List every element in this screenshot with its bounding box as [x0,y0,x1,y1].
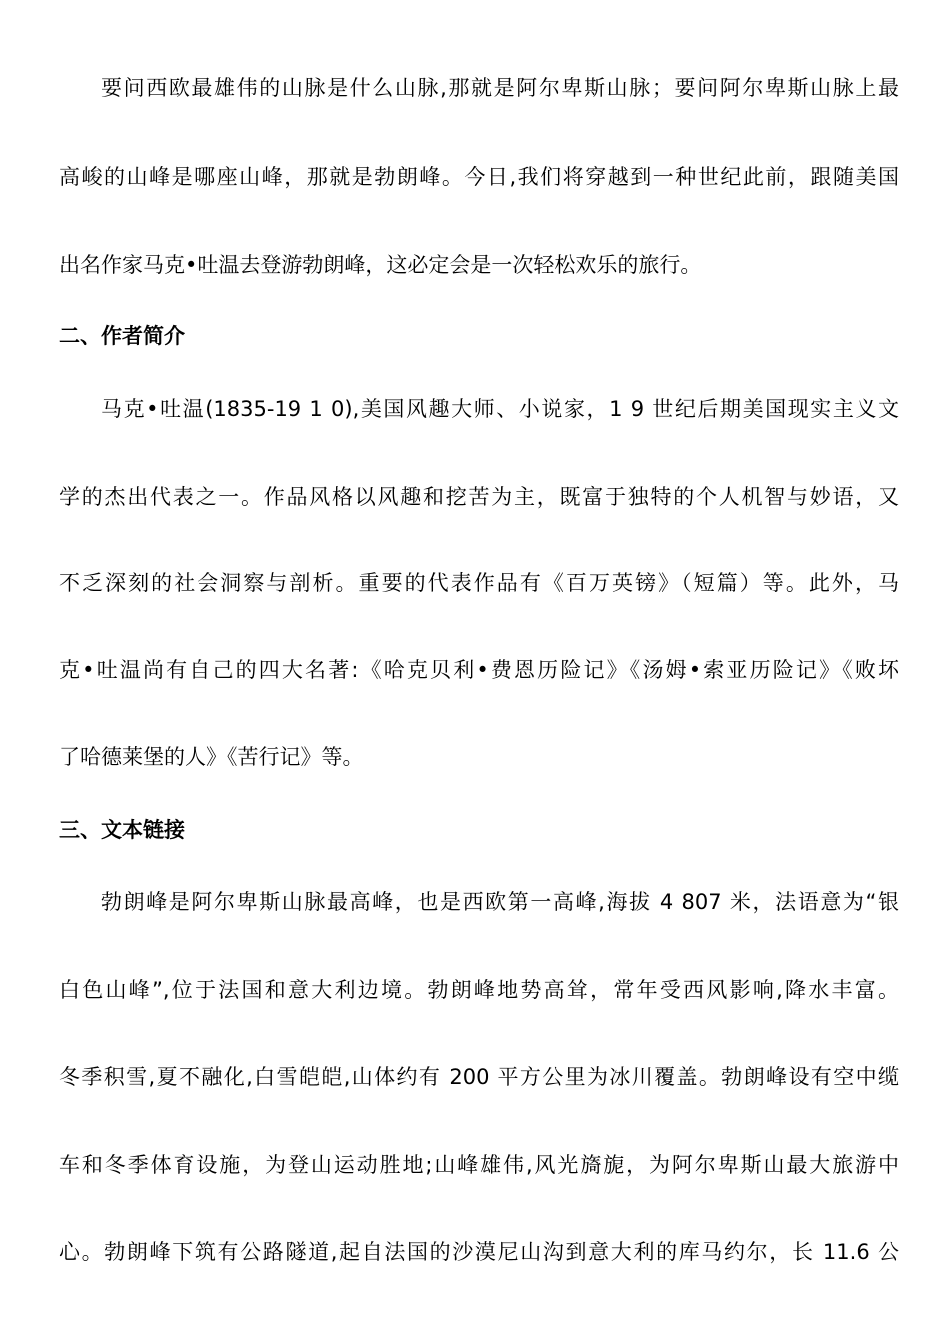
text-link-line-3: 冬季积雪,夏不融化,白雪皑皑,山体约有 200 平方公里为冰川覆盖。勃朗峰设有空中缆 [59,1065,899,1089]
intro-line-1: 要问西欧最雄伟的山脉是什么山脉,那就是阿尔卑斯山脉；要问阿尔卑斯山脉上最 [101,76,899,100]
author-line-2: 学的杰出代表之一。作品风格以风趣和挖苦为主，既富于独特的个人机智与妙语，又 [59,485,899,509]
text-link-line-2: 白色山峰”,位于法国和意大利边境。勃朗峰地势高耸，常年受西风影响,降水丰富。 [59,978,899,1002]
author-line-1: 马克•吐温(1835-19 1 0),美国风趣大师、小说家，1 9 世纪后期美国现实主义文 [101,397,899,421]
text-link-line-1: 勃朗峰是阿尔卑斯山脉最高峰，也是西欧第一高峰,海拔 4 807 米，法语意为“银 [101,890,899,914]
intro-line-3: 出名作家马克•吐温去登游勃朗峰，这必定会是一次轻松欢乐的旅行。 [59,253,702,277]
section-heading-text-link: 三、文本链接 [59,818,185,842]
author-line-3: 不乏深刻的社会洞察与剖析。重要的代表作品有《百万英镑》（短篇）等。此外，马 [59,571,899,595]
text-link-line-5: 心。勃朗峰下筑有公路隧道,起自法国的沙漠尼山沟到意大利的库马约尔，长 11.6 公 [59,1240,899,1264]
section-heading-author: 二、作者简介 [59,324,185,348]
intro-line-2: 高峻的山峰是哪座山峰，那就是勃朗峰。今日,我们将穿越到一种世纪此前，跟随美国 [59,165,899,189]
author-line-5: 了哈德莱堡的人》《苦行记》等。 [59,745,364,769]
text-link-line-4: 车和冬季体育设施，为登山运动胜地;山峰雄伟,风光旖旎，为阿尔卑斯山最大旅游中 [59,1153,899,1177]
author-line-4: 克•吐温尚有自己的四大名著:《哈克贝利•费恩历险记》《汤姆•索亚历险记》《败坏 [59,658,899,682]
